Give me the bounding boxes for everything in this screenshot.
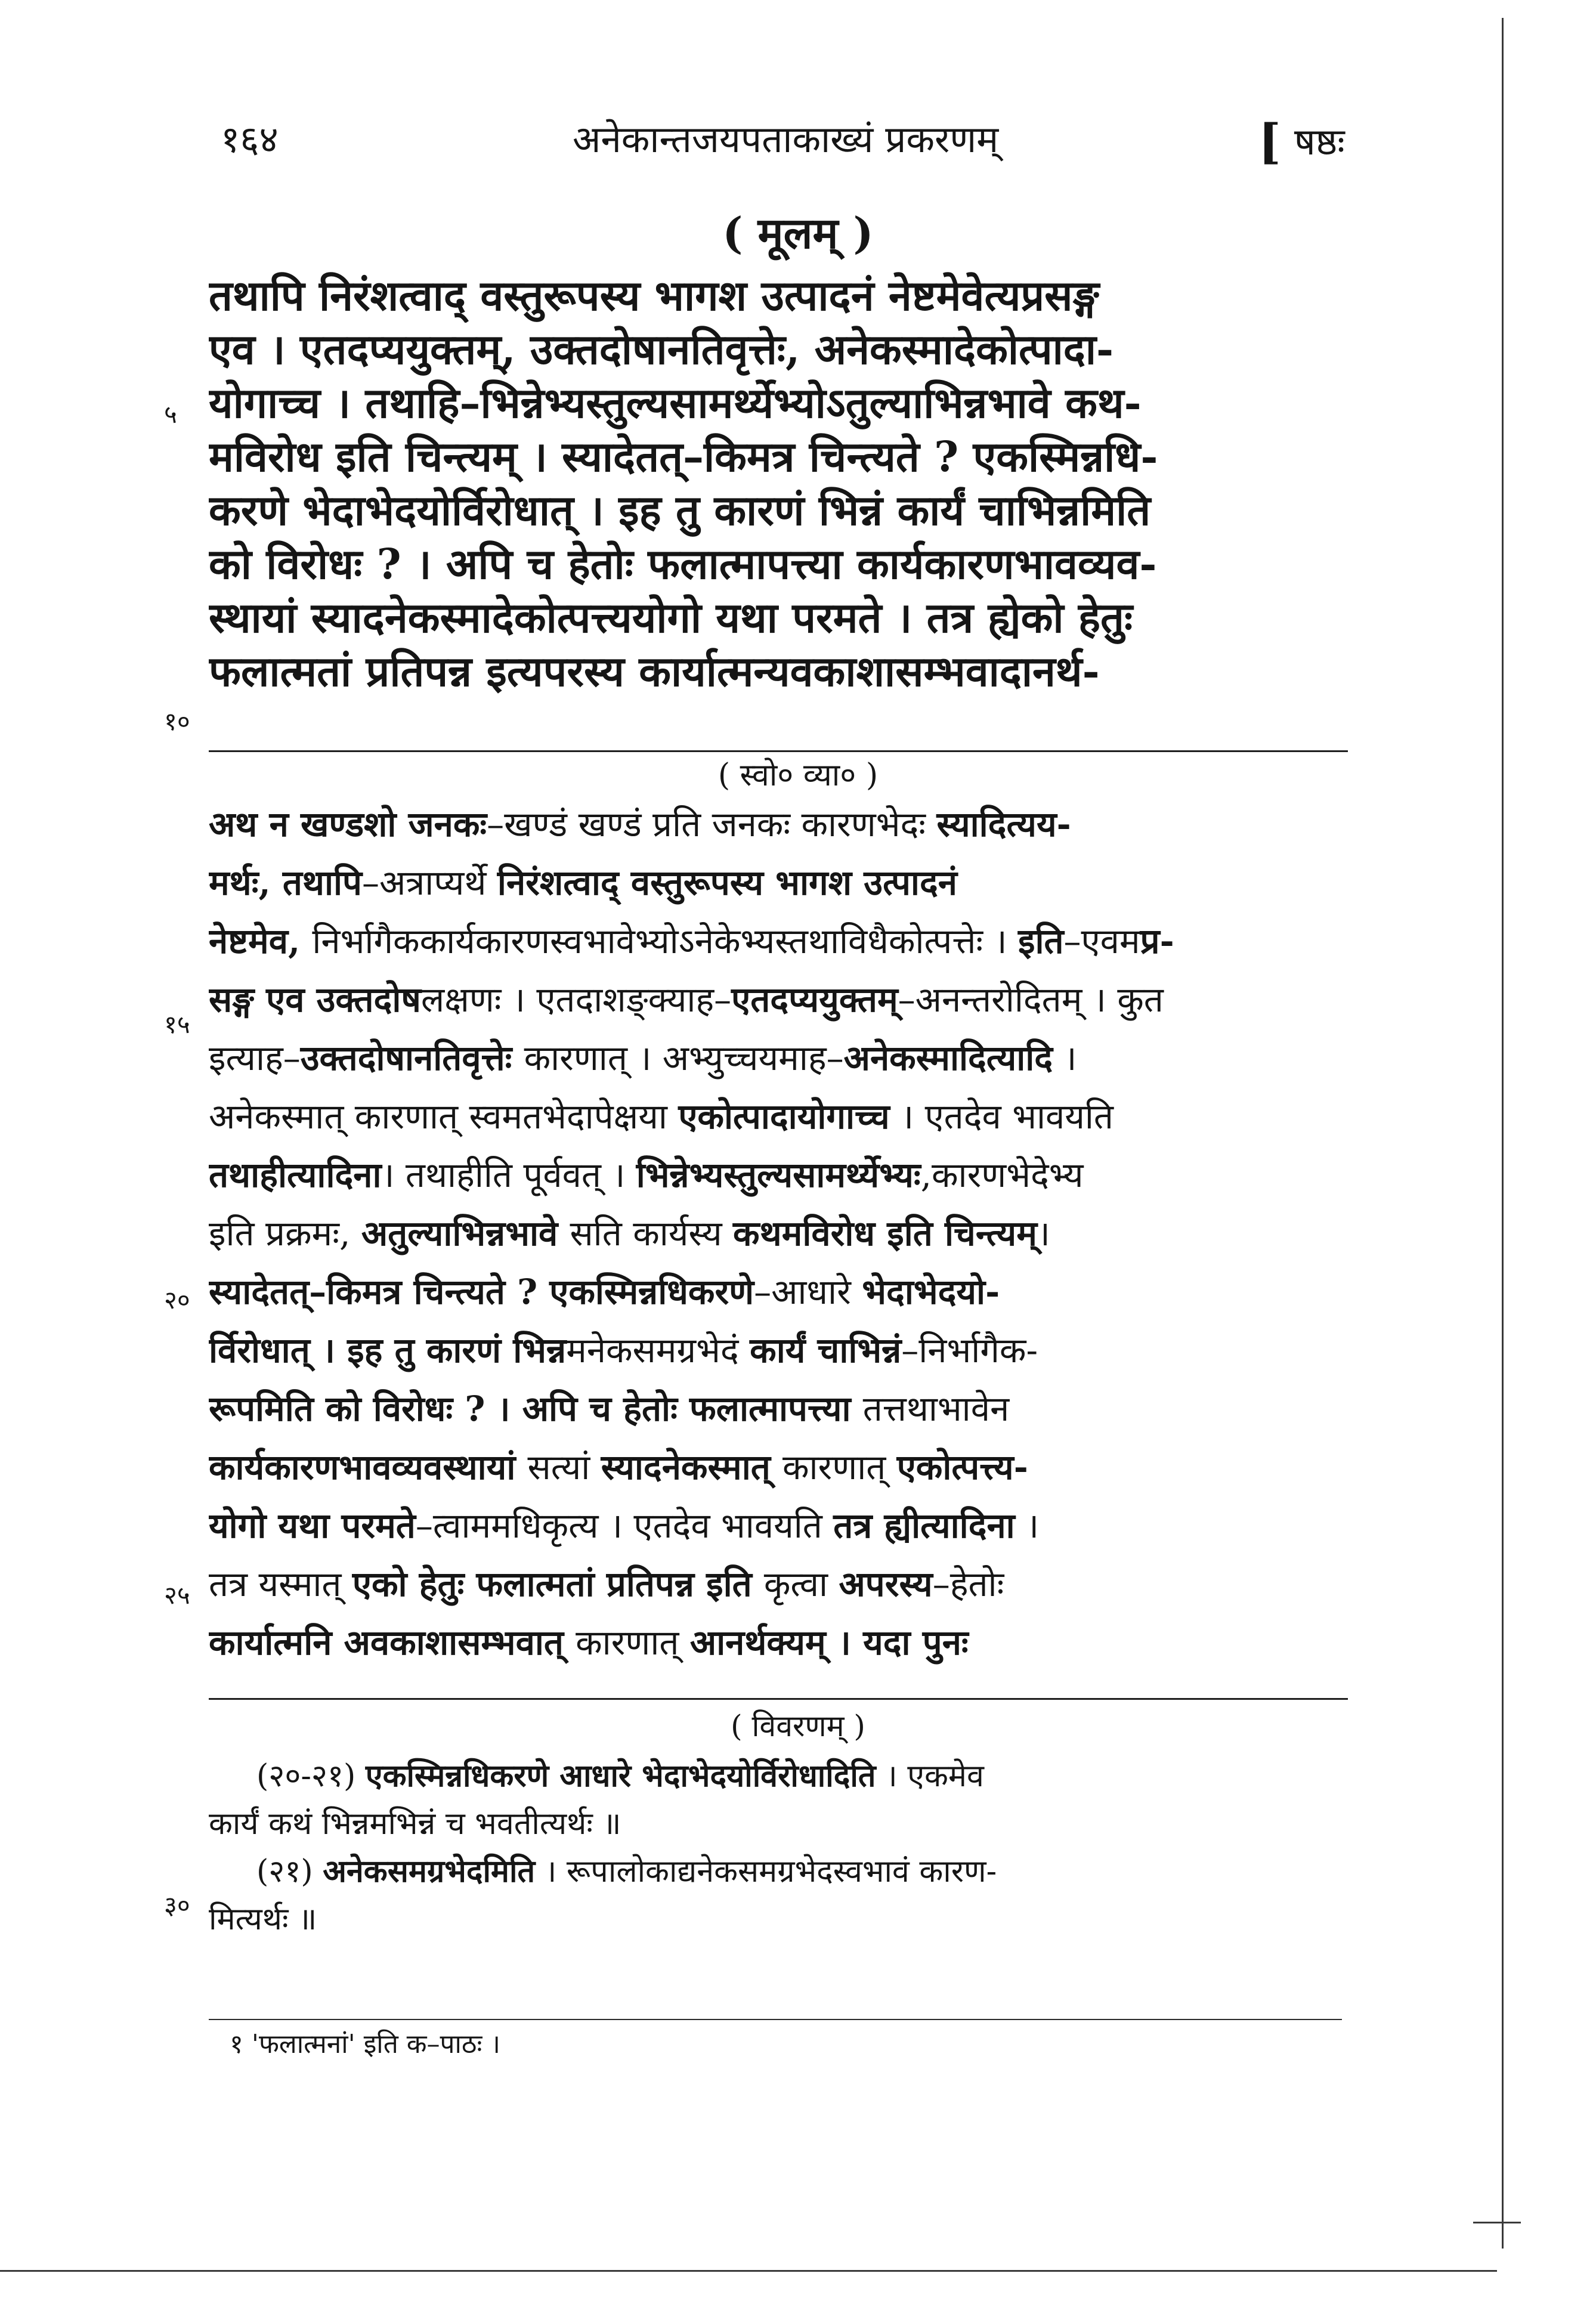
line-number: २०: [164, 1285, 190, 1315]
text-line: तथापि निरंशत्वाद् वस्तुरूपस्य भागश उत्पादनं नेष्टमेवेत्यप्रसङ्ग: [209, 271, 1099, 320]
text-line: योगाच्च । तथाहि–भिन्नेभ्यस्तुल्यसामर्थ्येभ्योऽतुल्याभिन्नभावे कथ-: [209, 378, 1142, 428]
text-segment: कार्यं कथं भिन्नमभिन्नं च भवतीत्यर्थः ॥: [209, 1806, 621, 1842]
text-segment: –निर्भागैक-: [901, 1330, 1038, 1371]
text-line: [209, 799, 1360, 846]
text-line: [209, 1150, 1360, 1197]
text-segment: योगो यथा परमते: [209, 1505, 416, 1546]
svopajna-heading: ( स्वो० व्या० ): [717, 757, 879, 793]
text-segment: ।: [1037, 1213, 1050, 1254]
text-line: [256, 1849, 1408, 1891]
text-segment: ,कारणभेदेभ्य: [920, 1155, 1084, 1195]
text-segment: स्यादनेकस्मात्: [601, 1447, 782, 1487]
text-segment: अपरस्य: [839, 1564, 933, 1604]
text-line: [209, 1442, 1360, 1489]
text-segment: एकोत्पत्त्य-: [896, 1447, 1028, 1487]
text-segment: –अत्राप्यर्थे: [361, 862, 497, 903]
text-segment: र्विरोधात् । इह तु कारणं भिन्न: [209, 1330, 567, 1371]
page-number: १६४: [221, 117, 279, 161]
vivaranam-heading: ( विवरणम् ): [731, 1709, 865, 1743]
text-segment: सङ्ग एव उक्तदोष: [209, 979, 421, 1020]
text-segment: –एवम: [1063, 921, 1140, 961]
text-segment: । एतदेव भावयति: [889, 1096, 1114, 1137]
line-number: २५: [164, 1581, 190, 1610]
text-segment: तत्र ह्यीत्यादिना: [833, 1505, 1015, 1546]
text-segment: ।: [1014, 1505, 1040, 1546]
line-number: १०: [164, 707, 190, 736]
text-segment: –अनन्तरोदितम् । कुत: [898, 979, 1164, 1020]
text-segment: –आधारे: [754, 1272, 862, 1312]
text-line: एव । एतदप्ययुक्तम्, उक्तदोषानतिवृत्तेः, अनेकस्मादेकोत्पादा-: [209, 324, 1114, 374]
text-segment: मर्थः, तथापि: [209, 862, 362, 903]
text-segment: –त्वाममधिकृत्य । एतदेव भावयति: [415, 1505, 834, 1546]
line-number: ३०: [164, 1891, 190, 1920]
text-segment: लक्षणः । एतदाशङ्क्याह–: [420, 979, 732, 1020]
page-bottom-edge: [0, 2270, 1497, 2272]
text-line: [209, 1267, 1360, 1314]
text-line: करणे भेदाभेदयोर्विरोधात् । इह तु कारणं भिन्नं कार्यं चाभिन्नमिति: [209, 485, 1151, 535]
text-segment: (२०-२१): [256, 1758, 366, 1794]
line-number: १५: [164, 1010, 190, 1039]
text-line: [209, 1384, 1360, 1431]
text-line: [209, 1091, 1360, 1139]
text-segment: एको हेतुः फलात्मतां प्रतिपन्न इति: [352, 1564, 764, 1604]
text-line: [209, 858, 1360, 905]
text-segment: सति कार्यस्य: [570, 1213, 734, 1254]
text-segment: निरंशत्वाद् वस्तुरूपस्य भागश उत्पादनं: [497, 862, 957, 903]
text-line: [209, 916, 1360, 963]
text-segment: एकस्मिन्नधिकरणे आधारे भेदाभेदयोर्विरोधादिति: [365, 1758, 876, 1794]
line-number: ५: [164, 400, 177, 429]
text-segment: मित्यर्थः ॥: [209, 1901, 317, 1937]
text-segment: कार्यकारणभावव्यवस्थायां: [209, 1447, 528, 1487]
text-line: फलात्मतां प्रतिपन्न इत्यपरस्य कार्यात्मन्यवकाशासम्भवादानर्थ-: [209, 647, 1100, 696]
text-segment: प्र-: [1140, 921, 1174, 961]
text-segment: –हेतोः: [932, 1564, 1004, 1604]
text-segment: भिन्नेभ्यस्तुल्यसामर्थ्येभ्यः: [636, 1155, 921, 1195]
running-section: [1258, 113, 1345, 169]
text-segment: निर्भागैककार्यकारणस्वभावेभ्योऽनेकेभ्यस्तथाविधैकोत्पत्तेः ।: [312, 921, 1018, 961]
text-segment: स्यादेतत्–किमत्र चिन्त्यते ? एकस्मिन्नधिकरणे: [209, 1272, 754, 1312]
text-segment: ।: [1053, 1038, 1077, 1078]
text-segment: एतदप्ययुक्तम्: [731, 979, 898, 1020]
text-segment: कारणात् । अभ्युच्चयमाह–: [524, 1038, 844, 1078]
text-line: [209, 1559, 1360, 1606]
text-segment: अनेकस्मादित्यादि: [843, 1038, 1053, 1078]
text-segment: नेष्टमेव,: [209, 921, 313, 961]
text-segment: अतुल्याभिन्नभावे: [361, 1213, 570, 1254]
text-line: [256, 1753, 1408, 1796]
text-segment: कारणात्: [782, 1447, 897, 1487]
moolam-heading: ( मूलम् ): [722, 208, 874, 258]
text-line: [209, 1801, 1360, 1844]
section-rule: [209, 750, 1348, 752]
page-edge-line: [1502, 18, 1504, 2249]
text-line: स्थायां स्यादनेकस्मादेकोत्पत्त्ययोगो यथा परमते । तत्र ह्येको हेतुः: [209, 593, 1133, 642]
text-line: [209, 1033, 1360, 1080]
text-segment: कृत्वा: [763, 1564, 839, 1604]
text-segment: रूपमिति को विरोधः ? । अपि च हेतोः फलात्मापत्त्या: [209, 1388, 863, 1429]
text-segment: (२१): [256, 1854, 323, 1889]
text-segment: इति प्रक्रमः,: [209, 1213, 361, 1254]
text-segment: मनेकसमग्रभेदं: [566, 1330, 750, 1371]
text-segment: उक्तदोषानतिवृत्तेः: [300, 1038, 524, 1078]
footnote-rule: [209, 2019, 1342, 2020]
text-line: मविरोध इति चिन्त्यम् । स्यादेतत्–किमत्र चिन्त्यते ? एकस्मिन्नधि-: [209, 432, 1158, 481]
footnote: १ 'फलात्मनां' इति क–पाठः ।: [230, 2029, 501, 2059]
text-line: [209, 1208, 1360, 1255]
header-bracket: [: [1258, 113, 1281, 169]
text-segment: अनेकसमग्रभेदमिति: [323, 1853, 536, 1889]
text-segment: इत्याह–: [209, 1038, 301, 1078]
text-segment: सत्यां: [527, 1447, 601, 1487]
text-segment: । एकमेव: [876, 1758, 984, 1794]
text-segment: –खण्डं खण्डं प्रति जनकः कारणभेदः: [487, 804, 937, 845]
text-segment: । रूपालोकाद्यनेकसमग्रभेदस्वभावं कारण-: [535, 1854, 997, 1889]
text-segment: कार्यात्मनि अवकाशासम्भवात्: [209, 1622, 576, 1663]
text-segment: स्यादित्यय-: [936, 804, 1071, 845]
text-segment: तत्र यस्मात्: [209, 1564, 352, 1604]
text-segment: कथमविरोध इति चिन्त्यम्: [733, 1213, 1037, 1254]
section-rule: [209, 1698, 1348, 1700]
text-segment: आनर्थक्यम् । यदा पुनः: [689, 1622, 969, 1663]
text-line: [209, 1617, 1360, 1665]
text-line: को विरोधः ? । अपि च हेतोः फलात्मापत्त्या कार्यकारणभावव्यव-: [209, 539, 1157, 589]
text-segment: तत्तथाभावेन: [862, 1388, 1010, 1429]
text-segment: एकोत्पादायोगाच्च: [678, 1096, 890, 1137]
text-segment: भेदाभेदयो-: [862, 1272, 1000, 1312]
section-label: षष्ठः: [1294, 120, 1345, 163]
text-segment: इति: [1017, 921, 1064, 961]
page-edge-tick: [1473, 2222, 1521, 2223]
running-title: अनेकान्तजयपताकाख्यं प्रकरणम्: [573, 117, 999, 161]
text-segment: कारणात्: [576, 1622, 690, 1663]
text-line: [209, 1325, 1360, 1372]
text-line: [209, 1501, 1360, 1548]
text-segment: कार्यं चाभिन्नं: [750, 1330, 902, 1371]
text-segment: तथाहीत्यादिना: [209, 1155, 382, 1195]
text-segment: । तथाहीति पूर्ववत् ।: [381, 1155, 636, 1195]
text-line: [209, 975, 1360, 1022]
text-line: [209, 1897, 1360, 1939]
text-segment: अनेकस्मात् कारणात् स्वमतभेदापेक्षया: [209, 1096, 679, 1137]
text-segment: अथ न खण्डशो जनकः: [209, 804, 487, 845]
